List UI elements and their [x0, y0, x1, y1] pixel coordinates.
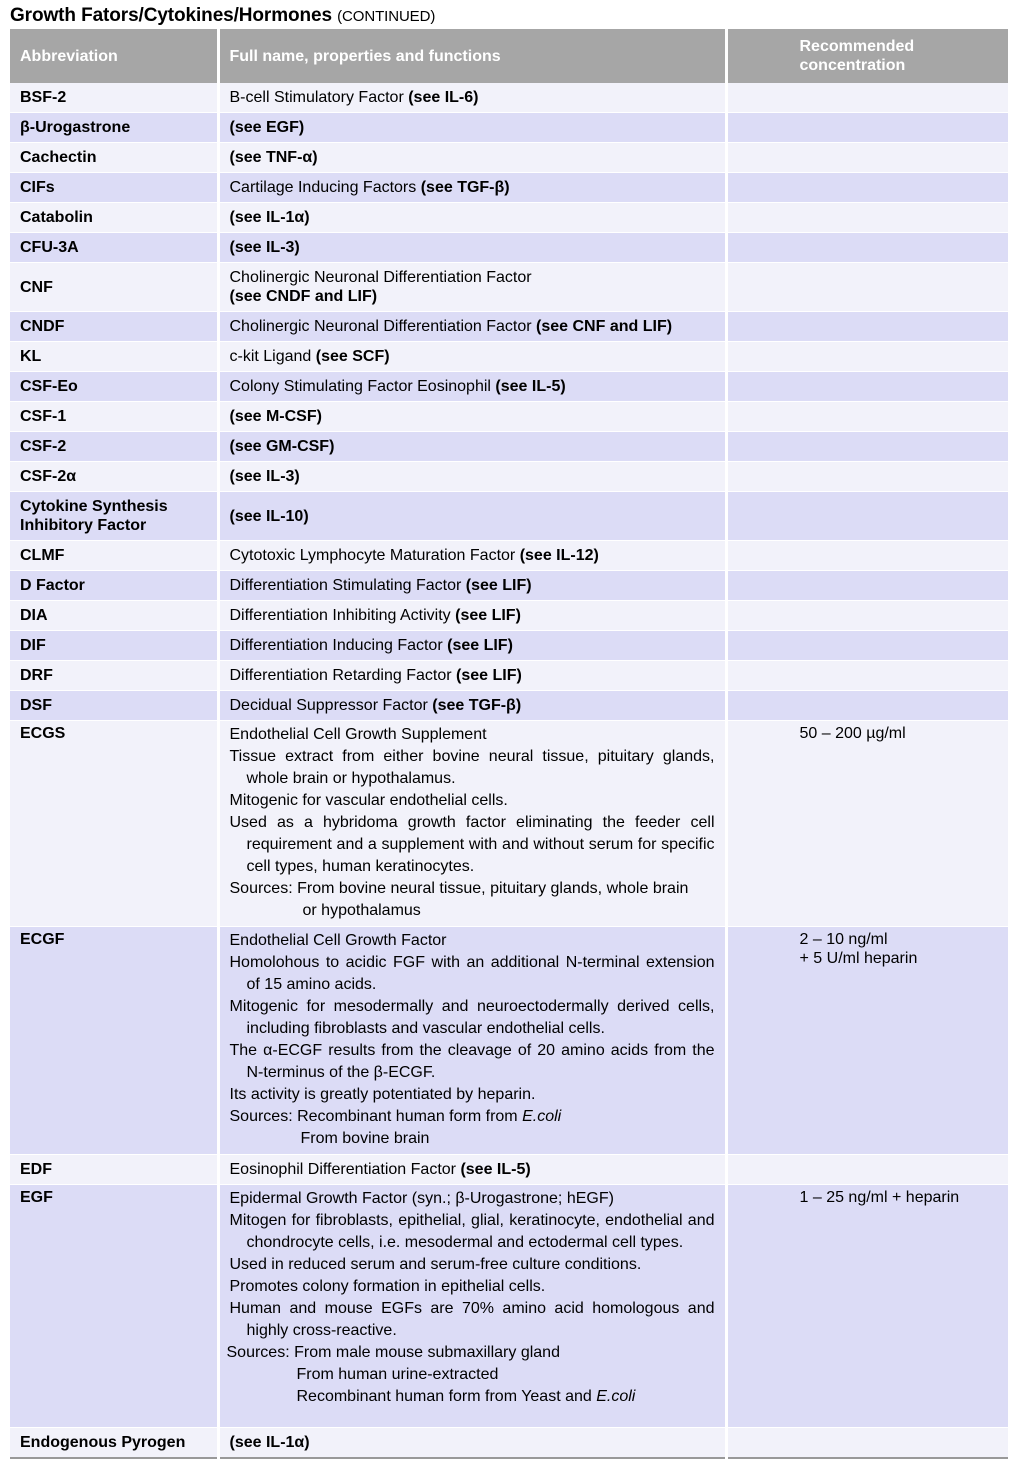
- abbr-cell: [10, 492, 218, 541]
- see-ref: (see SCF): [315, 348, 390, 365]
- page-title-text: Growth Fators/Cytokines/Hormones: [10, 5, 332, 26]
- sources-line: Sources: From male mouse submaxillary gland: [226, 1344, 560, 1361]
- concentration-cell: [726, 541, 1008, 571]
- see-ref: (see TGF-β): [420, 179, 510, 196]
- sources-text: Recombinant human form from Yeast and: [296, 1388, 592, 1405]
- concentration-cell: [726, 263, 1008, 312]
- name-cell: [218, 1155, 726, 1185]
- header-abbreviation: Abbreviation: [10, 29, 218, 83]
- sources-line: [230, 1106, 715, 1128]
- table-row: [10, 143, 1008, 173]
- table-row: [10, 233, 1008, 263]
- name-text: Cholinergic Neuronal Differentiation Factor: [229, 318, 532, 335]
- concentration-cell: 50 – 200 µg/ml: [726, 721, 1008, 927]
- abbr-line2: Inhibitory Factor: [20, 517, 147, 534]
- description-line: Homolohous to acidic FGF with an additional N-terminal extension of 15 amino acids.: [229, 954, 715, 993]
- see-ref: (see IL-1α): [229, 1434, 310, 1451]
- see-ref: (see IL-12): [519, 547, 599, 564]
- abbr-cell: CSF-2: [10, 432, 218, 462]
- name-cell: [218, 1185, 726, 1428]
- see-ref: (see CNF and LIF): [536, 318, 673, 335]
- abbr-cell: ECGF: [10, 927, 218, 1155]
- table-row: [10, 661, 1008, 691]
- see-ref: (see IL-1α): [229, 209, 310, 226]
- description-line: Epidermal Growth Factor (syn.; β-Urogastrone; hEGF): [229, 1190, 614, 1207]
- see-ref: (see LIF): [455, 607, 521, 624]
- see-ref: (see IL-3): [229, 239, 300, 256]
- table-row: [10, 462, 1008, 492]
- see-ref: (see LIF): [447, 637, 513, 654]
- concentration-cell: [726, 462, 1008, 492]
- concentration-cell: [726, 203, 1008, 233]
- name-cell: [218, 661, 726, 691]
- abbr-cell: EDF: [10, 1155, 218, 1185]
- name-cell: [218, 233, 726, 263]
- concentration-cell: [726, 173, 1008, 203]
- see-ref: (see IL-5): [495, 378, 566, 395]
- table-row: [10, 1428, 1008, 1459]
- table-row: [10, 372, 1008, 402]
- concentration-line2: + 5 U/ml heparin: [799, 950, 918, 967]
- name-cell: [218, 927, 726, 1155]
- abbr-cell: DIF: [10, 631, 218, 661]
- see-ref: (see LIF): [465, 577, 532, 594]
- table-row: [10, 492, 1008, 541]
- abbr-cell: CSF-1: [10, 402, 218, 432]
- sources-continuation: From human urine-extracted: [296, 1366, 499, 1383]
- sources-continuation: From bovine brain: [300, 1130, 430, 1147]
- name-text: Eosinophil Differentiation Factor: [229, 1161, 456, 1178]
- table-row: [10, 173, 1008, 203]
- abbr-cell: CSF-Eo: [10, 372, 218, 402]
- name-text: Colony Stimulating Factor Eosinophil: [229, 378, 491, 395]
- name-cell: [218, 691, 726, 721]
- abbr-cell: CSF-2α: [10, 462, 218, 492]
- see-ref: (see TGF-β): [432, 697, 522, 714]
- abbr-cell: CFU-3A: [10, 233, 218, 263]
- table-row: [10, 432, 1008, 462]
- sources-organism: E.coli: [522, 1108, 562, 1125]
- table-row: [10, 631, 1008, 661]
- abbr-cell: CNDF: [10, 312, 218, 342]
- table-row: [10, 1185, 1008, 1428]
- concentration-cell: [726, 432, 1008, 462]
- description-line: Used as a hybridoma growth factor eliminating the feeder cell requirement and a supplement with and without serum for specific cell types, human keratinocytes.: [229, 814, 715, 875]
- sources-line: Sources: From bovine neural tissue, pituitary glands, whole brain: [229, 880, 689, 897]
- page-title-suffix: (CONTINUED): [337, 8, 436, 25]
- header-concentration-line1: Recommended: [799, 38, 915, 55]
- description-line: Human and mouse EGFs are 70% amino acid homologous and highly cross-reactive.: [229, 1300, 715, 1339]
- name-cell: [218, 541, 726, 571]
- see-ref: (see IL-6): [408, 89, 479, 106]
- name-cell: [218, 372, 726, 402]
- description-line: Used in reduced serum and serum-free culture conditions.: [229, 1256, 642, 1273]
- abbr-cell: DRF: [10, 661, 218, 691]
- abbr-cell: D Factor: [10, 571, 218, 601]
- see-ref: (see CNDF and LIF): [229, 288, 378, 305]
- see-ref: (see EGF): [229, 119, 305, 136]
- abbr-cell: β-Urogastrone: [10, 113, 218, 143]
- concentration-cell: [726, 631, 1008, 661]
- table-row: [10, 721, 1008, 927]
- concentration-cell: [726, 113, 1008, 143]
- concentration-cell: [726, 402, 1008, 432]
- abbr-cell: ECGS: [10, 721, 218, 927]
- concentration-cell: [726, 571, 1008, 601]
- abbr-cell: Catabolin: [10, 203, 218, 233]
- name-text: Differentiation Inducing Factor: [229, 637, 443, 654]
- table-row: [10, 691, 1008, 721]
- table-row: [10, 263, 1008, 312]
- name-cell: [218, 601, 726, 631]
- table-row: [10, 402, 1008, 432]
- description-line: Mitogenic for mesodermally and neuroectodermally derived cells, including fibroblasts and vascular endothelial cells.: [229, 998, 715, 1037]
- name-text: Differentiation Retarding Factor: [229, 667, 452, 684]
- concentration-cell: [726, 492, 1008, 541]
- concentration-cell: [726, 372, 1008, 402]
- name-cell: [218, 113, 726, 143]
- description-line: Endothelial Cell Growth Supplement: [229, 726, 487, 743]
- abbr-cell: BSF-2: [10, 83, 218, 113]
- see-ref: (see LIF): [456, 667, 522, 684]
- table-row: [10, 342, 1008, 372]
- description-line: Promotes colony formation in epithelial cells.: [229, 1278, 546, 1295]
- header-concentration: [726, 29, 1008, 83]
- abbr-cell: Endogenous Pyrogen: [10, 1428, 218, 1459]
- table-row: [10, 927, 1008, 1155]
- abbr-cell: CLMF: [10, 541, 218, 571]
- concentration-cell: [726, 312, 1008, 342]
- concentration-cell: 1 – 25 ng/ml + heparin: [726, 1185, 1008, 1428]
- name-cell: [218, 173, 726, 203]
- sources-continuation: [230, 1386, 715, 1408]
- concentration-cell: [726, 927, 1008, 1155]
- abbr-cell: CIFs: [10, 173, 218, 203]
- name-text: c-kit Ligand: [229, 348, 312, 365]
- name-cell: [218, 203, 726, 233]
- name-cell: [218, 402, 726, 432]
- name-cell: [218, 462, 726, 492]
- see-ref: (see M-CSF): [229, 408, 322, 425]
- concentration-cell: [726, 143, 1008, 173]
- name-cell: [218, 492, 726, 541]
- name-cell: [218, 721, 726, 927]
- concentration-cell: [726, 1155, 1008, 1185]
- name-cell: [218, 432, 726, 462]
- name-text: Cytotoxic Lymphocyte Maturation Factor: [229, 547, 516, 564]
- table-row: [10, 601, 1008, 631]
- sources-text: Sources: Recombinant human form from: [229, 1108, 518, 1125]
- header-concentration-line2: concentration: [799, 57, 906, 74]
- name-text: Cartilage Inducing Factors: [229, 179, 417, 196]
- name-cell: [218, 312, 726, 342]
- growth-factors-table: [10, 29, 1008, 1459]
- name-text: B-cell Stimulatory Factor: [229, 89, 404, 106]
- concentration-cell: [726, 233, 1008, 263]
- name-cell: [218, 1428, 726, 1459]
- name-text: Decidual Suppressor Factor: [229, 697, 428, 714]
- concentration-cell: [726, 83, 1008, 113]
- see-ref: (see IL-3): [229, 468, 300, 485]
- name-cell: [218, 571, 726, 601]
- concentration-line1: 2 – 10 ng/ml: [799, 931, 888, 948]
- see-ref: (see IL-5): [460, 1161, 531, 1178]
- description-line: Mitogen for fibroblasts, epithelial, glial, keratinocyte, endothelial and chondrocyte cells, i.e. mesodermal and ectodermal cell types.: [229, 1212, 715, 1251]
- concentration-cell: [726, 691, 1008, 721]
- table-row: [10, 312, 1008, 342]
- description-line: Tissue extract from either bovine neural tissue, pituitary glands, whole brain or hypothalamus.: [229, 748, 715, 787]
- name-text: Differentiation Stimulating Factor: [229, 577, 462, 594]
- table-row: [10, 83, 1008, 113]
- concentration-cell: [726, 342, 1008, 372]
- header-full-name: Full name, properties and functions: [218, 29, 726, 83]
- name-text: Differentiation Inhibiting Activity: [229, 607, 451, 624]
- name-text: Cholinergic Neuronal Differentiation Factor: [229, 269, 532, 286]
- abbr-line1: Cytokine Synthesis: [20, 498, 168, 515]
- page-title: [10, 5, 435, 27]
- description-line: The α-ECGF results from the cleavage of 20 amino acids from the N-terminus of the β-ECGF.: [229, 1042, 715, 1081]
- abbr-cell: Cachectin: [10, 143, 218, 173]
- table-header-row: [10, 29, 1008, 83]
- description-line: Its activity is greatly potentiated by heparin.: [229, 1086, 536, 1103]
- description-line: Mitogenic for vascular endothelial cells.: [229, 792, 508, 809]
- see-ref: (see GM-CSF): [229, 438, 335, 455]
- see-ref: (see IL-10): [229, 507, 309, 525]
- sources-organism: E.coli: [596, 1388, 636, 1405]
- concentration-cell: [726, 661, 1008, 691]
- abbr-cell: CNF: [10, 263, 218, 312]
- table-row: [10, 113, 1008, 143]
- table-row: [10, 541, 1008, 571]
- abbr-cell: EGF: [10, 1185, 218, 1428]
- abbr-cell: KL: [10, 342, 218, 372]
- table-row: [10, 571, 1008, 601]
- table-row: [10, 203, 1008, 233]
- concentration-cell: [726, 601, 1008, 631]
- table-row: [10, 1155, 1008, 1185]
- description-line: Endothelial Cell Growth Factor: [229, 932, 447, 949]
- sources-continuation: or hypothalamus: [302, 902, 421, 919]
- see-ref: (see TNF-α): [229, 149, 318, 166]
- abbr-cell: DSF: [10, 691, 218, 721]
- name-cell: [218, 263, 726, 312]
- name-cell: [218, 143, 726, 173]
- concentration-cell: [726, 1428, 1008, 1459]
- name-cell: [218, 342, 726, 372]
- name-cell: [218, 83, 726, 113]
- abbr-cell: DIA: [10, 601, 218, 631]
- name-cell: [218, 631, 726, 661]
